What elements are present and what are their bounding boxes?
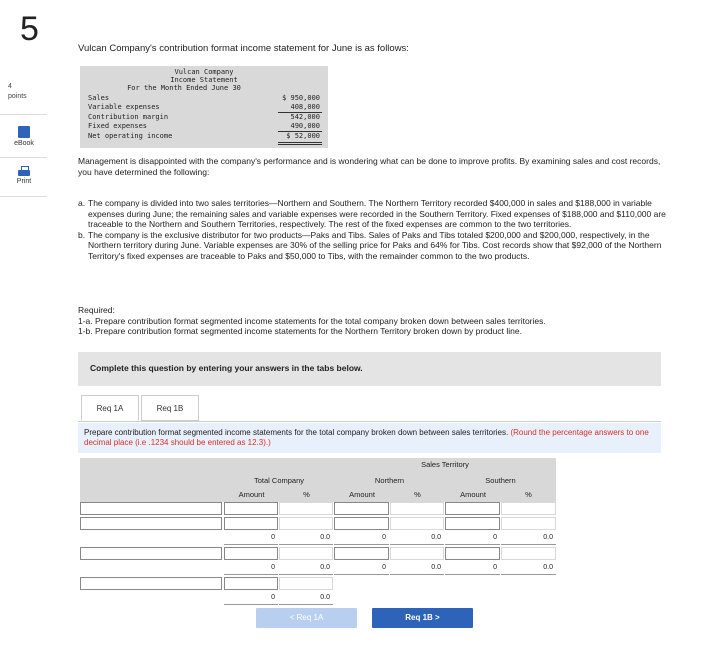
computed-amount: 0 xyxy=(445,532,500,545)
amount-input[interactable] xyxy=(334,502,389,515)
ebook-label: eBook xyxy=(14,140,34,147)
tab-req-1a[interactable]: Req 1A xyxy=(81,395,139,421)
next-label: Req 1B xyxy=(405,613,433,622)
sidebar-divider xyxy=(0,157,47,158)
prev-label: Req 1A xyxy=(296,613,324,622)
amount-input[interactable] xyxy=(445,547,500,560)
header-total-company: Total Company xyxy=(253,476,305,485)
row-label: Variable expenses xyxy=(88,103,160,111)
statement-company: Vulcan Company xyxy=(174,68,234,76)
pct-cell xyxy=(501,502,556,515)
row-value: 542,000 xyxy=(290,113,320,121)
computed-amount: 0 xyxy=(334,562,389,575)
fact-item-a xyxy=(78,198,668,230)
instruction-note: (Round the percentage answers to one decimal place (i.e .1234 should be entered as 12.3).) xyxy=(84,428,649,447)
computed-pct: 0.0 xyxy=(390,562,444,575)
item-marker: a. xyxy=(78,198,86,208)
pct-cell xyxy=(390,547,444,560)
item-text: The company is divided into two sales territories—Northern and Southern. The Northern Territory recorded $400,000 in sales and $188,000 in variable expenses during June; the remaining sales and variable expenses were recorded in the Southern Territory. Fixed expenses of $188,000 and $110,000 are traceable to the Northern and Southern Territories, respectively. The rest of the fixed expenses are common to the two territories. xyxy=(88,198,666,229)
row-label: Fixed expenses xyxy=(88,122,148,130)
amount-input[interactable] xyxy=(224,547,278,560)
prev-button[interactable] xyxy=(256,608,357,628)
ebook-button[interactable] xyxy=(4,126,44,147)
header-northern: Northern xyxy=(374,476,405,485)
print-label: Print xyxy=(16,178,32,185)
statement-row xyxy=(88,94,326,103)
sidebar-divider xyxy=(0,114,47,115)
amount-input[interactable] xyxy=(334,547,389,560)
intro-text: Vulcan Company's contribution format income statement for June is as follows: xyxy=(78,43,409,54)
row-label: Net operating income xyxy=(88,132,173,140)
row-value: 490,000 xyxy=(290,122,320,130)
row-label-input[interactable] xyxy=(80,502,222,515)
total-amount: 0 xyxy=(224,592,278,605)
statement-period: For the Month Ended June 30 xyxy=(127,84,241,92)
header-amount: Amount xyxy=(349,490,375,499)
pct-cell xyxy=(279,502,333,515)
header-amount: Amount xyxy=(238,490,265,499)
pct-cell xyxy=(390,517,444,530)
answer-table xyxy=(80,458,556,604)
amount-input[interactable] xyxy=(334,517,389,530)
amount-input[interactable] xyxy=(224,517,278,530)
points-block xyxy=(8,82,27,102)
chevron-right-icon: > xyxy=(432,613,440,622)
fact-item-b xyxy=(78,230,668,262)
item-text: The company is the exclusive distributor for two products—Paks and Tibs. Sales of Paks and Tibs totaled $200,000 and $200,000, respectively, in the Northern territory during June. Variable expenses are 30% of the selling price for Paks and 64% for Tibs. Cost records show that $92,000 of the Northern Territory's fixed expenses are traceable to Paks and $50,000 to Tibs, with the remainder common to the two products. xyxy=(88,229,662,261)
statement-title: Income Statement xyxy=(170,76,238,84)
pct-cell xyxy=(501,517,556,530)
required-line: 1-b. Prepare contribution format segmented income statements for the Northern Territory broken down by product line. xyxy=(78,326,522,336)
instruction-text: Prepare contribution format segmented income statements for the total company broken down between sales territories. xyxy=(84,428,509,437)
chevron-left-icon: < xyxy=(289,613,297,622)
sidebar-divider xyxy=(0,196,47,197)
complete-banner xyxy=(78,352,661,386)
facts-list xyxy=(78,198,668,261)
points-value: 4 xyxy=(8,83,12,90)
points-label: points xyxy=(8,93,27,100)
required-title: Required: xyxy=(78,305,115,315)
pct-cell xyxy=(279,547,333,560)
header-southern: Southern xyxy=(485,476,516,485)
statement-row xyxy=(88,103,326,112)
item-marker: b. xyxy=(78,229,86,240)
computed-amount: 0 xyxy=(445,562,500,575)
row-label-blank xyxy=(80,532,222,545)
computed-amount: 0 xyxy=(334,532,389,545)
computed-amount: 0 xyxy=(224,532,278,545)
pct-cell xyxy=(501,547,556,560)
computed-pct: 0.0 xyxy=(390,532,444,545)
amount-input[interactable] xyxy=(445,517,500,530)
instruction-box xyxy=(78,423,661,453)
amount-input[interactable] xyxy=(224,577,278,590)
row-label-input[interactable] xyxy=(80,517,222,530)
pct-cell xyxy=(279,577,333,590)
next-button[interactable] xyxy=(372,608,473,628)
statement-row xyxy=(88,132,326,141)
header-sales-territory: Sales Territory xyxy=(421,460,469,469)
amount-input[interactable] xyxy=(224,502,278,515)
computed-amount: 0 xyxy=(224,562,278,575)
row-label-input[interactable] xyxy=(80,577,222,590)
income-statement xyxy=(80,66,328,148)
question-number: 5 xyxy=(20,10,39,48)
tab-req-1b[interactable]: Req 1B xyxy=(141,395,199,421)
book-icon xyxy=(18,126,30,138)
statement-row xyxy=(88,122,326,131)
computed-pct: 0.0 xyxy=(501,532,556,545)
print-button[interactable] xyxy=(4,166,44,185)
computed-pct: 0.0 xyxy=(501,562,556,575)
row-value: $ 52,000 xyxy=(286,132,320,140)
header-pct: % xyxy=(303,490,310,499)
required-line: 1-a. Prepare contribution format segmented income statements for the total company broken down between sales territories. xyxy=(78,315,546,326)
row-label: Contribution margin xyxy=(88,113,169,121)
row-value: $ 950,000 xyxy=(282,94,320,102)
double-rule xyxy=(278,142,322,143)
management-text: Management is disappointed with the company's performance and is wondering what can be done to improve profits. By examining sales and cost records, you have determined the following: xyxy=(78,156,661,177)
computed-pct: 0.0 xyxy=(279,532,333,545)
required-block xyxy=(78,305,546,337)
complete-text: Complete this question by entering your answers in the tabs below. xyxy=(90,363,363,373)
pct-cell xyxy=(279,517,333,530)
double-rule xyxy=(278,144,322,145)
pct-cell xyxy=(390,502,444,515)
amount-input[interactable] xyxy=(445,502,500,515)
header-amount: Amount xyxy=(460,490,486,499)
row-label: Sales xyxy=(88,94,110,102)
row-value: 408,000 xyxy=(290,103,320,111)
statement-row xyxy=(88,113,326,122)
row-label-input[interactable] xyxy=(80,547,222,560)
header-pct: % xyxy=(525,490,532,499)
printer-icon xyxy=(18,166,30,176)
tab-divider xyxy=(78,421,661,422)
header-pct: % xyxy=(414,490,421,499)
total-pct: 0.0 xyxy=(279,592,333,605)
computed-pct: 0.0 xyxy=(279,562,333,575)
